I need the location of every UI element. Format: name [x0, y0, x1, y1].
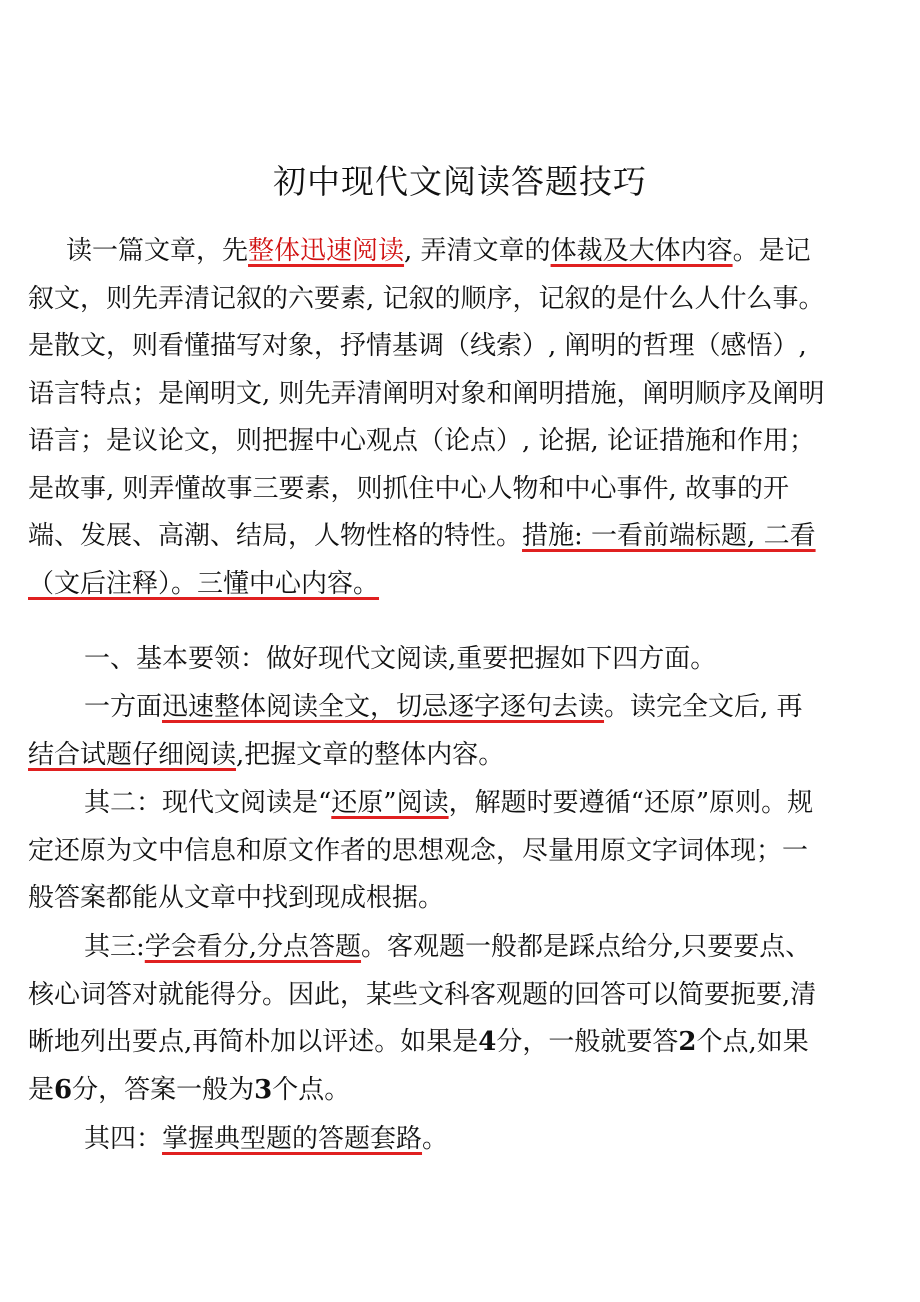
- point-2-highlight-1: 还原”阅读: [331, 788, 449, 818]
- intro-text-2: , 弄清文章的: [404, 236, 551, 266]
- point-1-highlight-2: 结合试题仔细阅读: [28, 739, 237, 770]
- point-3-number-3: 6: [54, 1074, 73, 1105]
- point-3-text-1: 其三:: [84, 932, 145, 962]
- point-1-text-1: 一方面: [84, 692, 163, 722]
- point-3-number-1: 4: [478, 1027, 497, 1057]
- point-3-text-5: 分，答案一般为: [72, 1074, 255, 1105]
- intro-highlight-2: 体裁及大体内容: [550, 236, 733, 266]
- point-4-paragraph: [28, 1116, 828, 1164]
- intro-paragraph: [28, 228, 828, 608]
- intro-text-1: 读一篇文章，先: [66, 236, 249, 266]
- intro-highlight-3: 措施: 一看前端标题, 二看（文后注释）。三懂中心内容。: [28, 521, 816, 599]
- point-1-highlight-1: 迅速整体阅读全文，切忌逐字逐句去读: [162, 692, 605, 722]
- point-1-text-3: ,把握文章的整体内容。: [236, 739, 505, 770]
- point-3-number-4: 3: [254, 1074, 273, 1105]
- page-title: 初中现代文阅读答题技巧: [273, 162, 647, 201]
- point-1-text-2: 。读完全文后, 再: [604, 692, 803, 722]
- point-3-text-2: 。客观题一般都是踩点给分,只要要点、核心词答对就能得分。因此，某些文科客观题的回答可以简要扼要,清晰地列出要点,再简朴加以评述。如果是: [28, 932, 817, 1057]
- point-3-text-6: 个点。: [272, 1074, 351, 1105]
- intro-highlight-1: 整体迅速阅读: [248, 236, 405, 266]
- point-4-text-2: 。: [422, 1124, 449, 1154]
- point-3-highlight-1: 学会看分,分点答题: [144, 932, 362, 962]
- intro-text-3: 。是记叙文，则先弄清记叙的六要素, 记叙的顺序，记叙的是什么人什么事。是散文，则看懂描写对象，抒情基调（线索）, 阐明的哲理（感悟）, 语言特点；是阐明文, 则先弄清阐明对象和阐明措施，阐明顺序及阐明语言；是议论文，则把握中心观点（论点）, 论据, 论证措施和作用；是故事, 则弄懂故事三要素，则抓住中心人物和中心事件, 故事的开端、发展、高潮、结局，人物性格的特性。: [28, 236, 825, 551]
- section-heading: 一、基本要领：做好现代文阅读,重要把握如下四方面。: [84, 644, 717, 674]
- point-2-paragraph: [28, 780, 828, 923]
- point-1-paragraph: [28, 684, 828, 779]
- point-4-text-1: 其四：: [84, 1124, 163, 1154]
- point-3-text-4: 个点,如果是: [28, 1027, 809, 1105]
- point-2-text-2: ，解题时要遵循“还原”原则。规定还原为文中信息和原文作者的思想观念，尽量用原文字词体现；一般答案都能从文章中找到现成根据。: [28, 788, 814, 913]
- point-3-number-2: 2: [678, 1027, 697, 1057]
- point-3-paragraph: [28, 924, 828, 1114]
- point-2-text-1: 其二：现代文阅读是“: [84, 788, 332, 818]
- point-3-text-3: 分，一般就要答: [496, 1027, 679, 1057]
- point-4-highlight-1: 掌握典型题的答题套路: [162, 1124, 423, 1154]
